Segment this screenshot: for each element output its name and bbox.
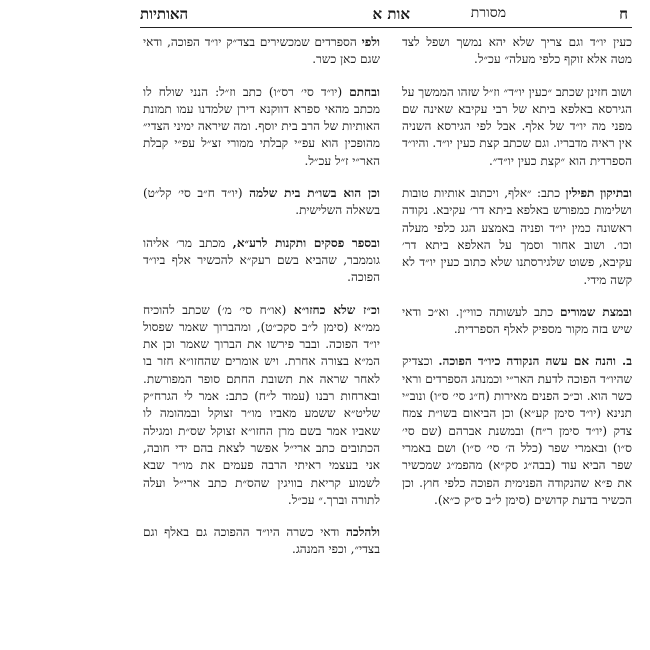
paragraph: ובמצת שמורים כתב לעשותה כווי״ן. וא״כ ודאי שיש בזה מקור מספיק לאלף הספרדית. (402, 304, 632, 337)
paragraph: ובחתם (יו״ד סי׳ רס״ו) כתב וז״ל: הנני שולח לו מכתב מהאי ספרא דווקנא דירן שלמדנו עמו תמונת האותיות של הרב בית יוסף. ומה שיראה ימיני הצדי״ מהופכין הוא עפ״י קבלתי ממורי זצ״ל עפ״י קבלת האר״י ז״ל עכ״ל. (143, 84, 380, 168)
header-otiyot: האותיות (140, 5, 189, 23)
paragraph: וכן הוא בשו״ת בית שלמה (יו״ד ח״ב סי׳ קל״ט) בשאלה השלישית. (143, 186, 380, 218)
paragraph: ולהלכה ודאי כשרה היו״ד ההפוכה גם באלף וגם בצדי״, וכפי המנהג. (143, 525, 380, 557)
paragraph: ב. והנה אם עשה הנקודה כיו״ד הפוכה. וכצדיק שהיו״ד הפוכה לדעת האר״י וכמנהג הספרדים וראי כשר הוא. וכ״כ הפנים מאירות (ח״ג סי׳ ס״ו) ונוב״י תנינא (יו״ד סימן קע״א) וכן הביאום בשו״ת צמח צדק (יו״ד סימן ר״ח) ובמשנת אברהם (שם סי׳ ס״ו) ובאמרי שפר (כלל ה׳ סי׳ ס״ו) ושם באמרי שפר הביא עוד (בבה״ג סק״א) מהפמ״ג שמכשיר את פ״א שהנקודה הפנימית הפוכה כלפי חוץ. וכן הכשיר בדעת קדושים (סימן ל״ב ס״ק כ״א). (402, 354, 632, 507)
paragraph: ובתיקון תפילין כתב: ״אלף, ויכתוב אותיות טובות ושלימות כמפורש באלפא ביתא דר׳ עקיבא. נקודה ראשונה כמין יו״ד ופניה באמצע הגג כלפי מעלה וכו׳. ושוב אחור וסמך על האלפא ביתא דר׳ עקיבא, פשוט שלגירסתנו שלא כתוב כעין יו״ד לא קשה מידי. (402, 186, 633, 287)
running-header (140, 5, 628, 27)
left-column (143, 34, 380, 574)
header-ot: אות א (372, 5, 410, 23)
paragraph: ושוב חזינן שכתב ״כעין יו״ד״ וז״ל שזהו הממשך על הגירסא באלפא ביתא של רבי עקיבא שאינה שם מפני מה יו״ד של אלף. אבל לפי הגירסא השניה אין ראיה מדבריו. וגם שכתב קצת כעין יו״ד. והיו״ד הספרדית הוא ״קצת כעין יו״ד״. (402, 84, 632, 168)
page-letter: ח (619, 5, 628, 23)
paragraph: ולפי הספרדים שמכשירים בצד״ק יו״ד הפוכה, ודאי שגם כאן כשר. (143, 35, 380, 67)
paragraph: וכ״ז שלא כחזו״א (או״ח סי׳ מ׳) שכתב להוכיח ממ״א (סימן ל״ב סקכ״ט), ומהברוך שאמר שפסול יו״ד הפוכה. ובבר פירשו את הברוך שאמר וכן את המ״א בצורה אחרת. ויש אומרים שהחזו״א חזר בו לאחר שראה את תשובת החתם סופר המפורשת. ובארחות רבנו (עמוד ל״ח) כתב: אמר לי הגרח״ק שליט״א ששמע מאביו מו״ר זצוקל ובמהומה לו שאביו אמר בשם מרן החזו״א זצוקל שס״ת ומגילה הכתובים כתב ארי״ל אפשר לצאת בהם ידי חובה, אני בעצמי ראיתי הרבה פעמים את מו״ר שבא לשמוע קריאת בוויגין שהס״ת כתב ארי״ל ועלה לתורה וברך.״ עכ״ל. (143, 302, 380, 507)
paragraph: כעין יו״ד וגם צריך שלא יהא נמשך ושפל לצד מטה אלא זוקף כלפי מעלה״ עכ״ל. (402, 35, 632, 67)
right-column (402, 34, 632, 524)
header-masoret: מסורת (470, 5, 506, 21)
paragraph: ובספר פסקים ותקנות לרע״א, מכתב מר׳ אליהו גוממבר, שהביא בשם רעק״א להכשיר אלף ביו״ד הפוכה. (143, 235, 380, 285)
header-rule (140, 27, 632, 28)
